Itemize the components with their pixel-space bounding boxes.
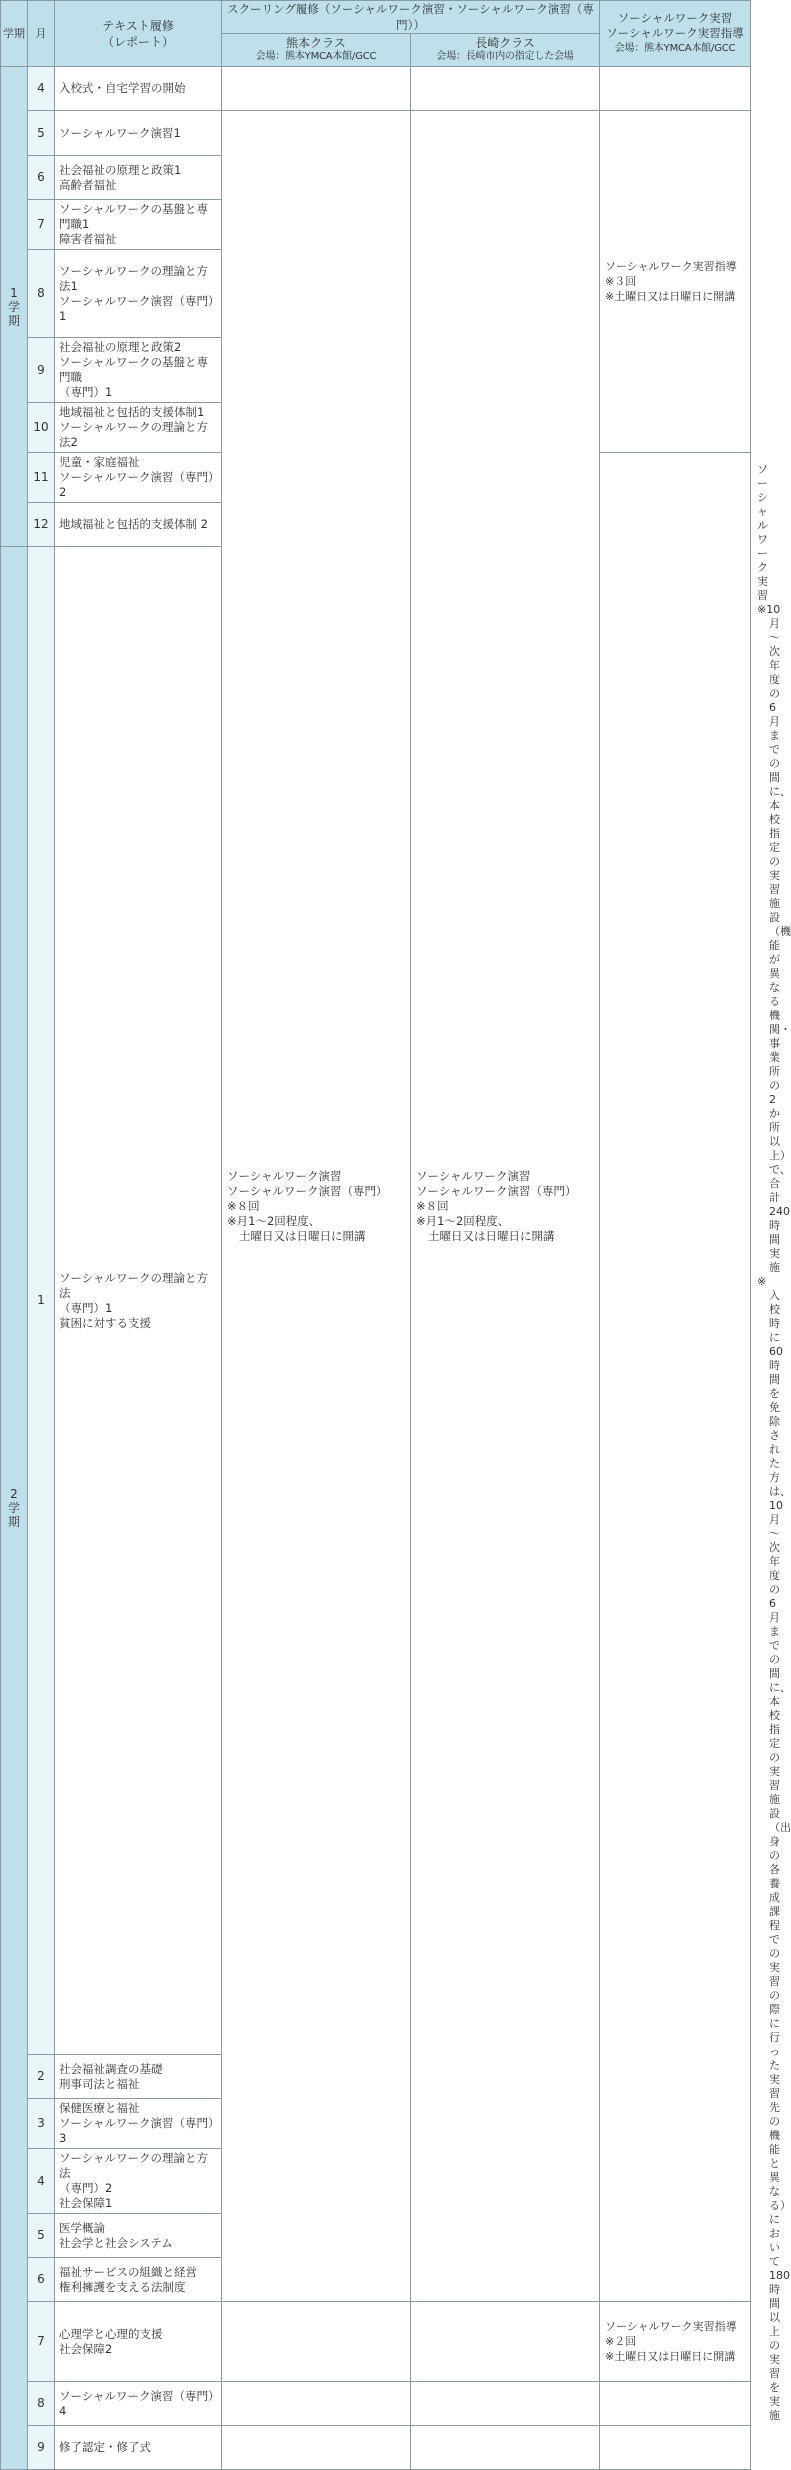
subject-line: ソーシャルワーク演習（専門）4	[59, 2388, 214, 2418]
guidance-line: ソーシャルワーク実習指導	[605, 260, 737, 273]
nagasaki-empty-cell	[411, 2302, 600, 2382]
subject-line: 高齢者福祉	[59, 177, 117, 192]
kumamoto-empty-cell	[222, 2382, 411, 2426]
second-term-label-char2: 期	[7, 1515, 20, 1529]
second-term-cell	[1, 547, 28, 2470]
table-row	[1, 2426, 751, 2470]
text-study-title: テキスト履修	[102, 18, 174, 33]
month-cell: 6	[28, 2258, 55, 2302]
nagasaki-schedule-line: ※月1～2回程度、	[416, 1213, 510, 1228]
subject-line: 保健医療と福祉	[59, 2101, 140, 2115]
subject-cell	[55, 2055, 222, 2099]
subject-line: 地域福祉と包括的支援体制1	[59, 405, 205, 419]
subject-line: 社会福祉調査の基礎	[59, 2061, 163, 2076]
nagasaki-schedule-cell	[411, 111, 600, 2302]
nagasaki-schedule-line: ソーシャルワーク演習（専門）	[416, 1183, 577, 1198]
subject-line: 社会福祉の原理と政策2	[59, 340, 182, 354]
subject-line: （専門）2	[59, 2181, 113, 2195]
kumamoto-empty-cell	[222, 2426, 411, 2470]
guidance-line: ※土曜日又は日曜日に開講	[605, 290, 736, 303]
subject-cell	[55, 2099, 222, 2149]
month-cell: 4	[28, 2149, 55, 2214]
month-cell: 11	[28, 453, 55, 503]
practice-empty-cell	[600, 2382, 751, 2426]
subject-cell	[55, 453, 222, 503]
subject-line: ソーシャルワークの基盤と専門職1	[59, 202, 209, 231]
month-cell: 9	[28, 338, 55, 403]
text-study-subtitle: （レポート）	[101, 34, 174, 49]
subject-line: 障害者福祉	[59, 232, 117, 246]
nagasaki-empty-cell	[411, 2382, 600, 2426]
subject-cell	[55, 67, 222, 111]
practice-header-venue: 会場：熊本YMCA本館/GCC	[614, 43, 736, 54]
subject-line: ソーシャルワークの理論と方法2	[59, 420, 209, 449]
subject-cell	[55, 2302, 222, 2382]
table-row	[1, 2302, 751, 2382]
subject-line: 貧困に対する支援	[59, 1315, 151, 1330]
guidance-line: ※３回	[605, 275, 637, 288]
kumamoto-schedule-cell	[222, 111, 411, 2302]
text-study-header	[55, 1, 222, 67]
subject-line: 児童・家庭福祉	[59, 455, 140, 469]
subject-cell	[55, 2149, 222, 2214]
table-row	[1, 111, 751, 156]
guidance-cell-1	[600, 111, 751, 453]
subject-cell	[55, 338, 222, 403]
kumamoto-venue-label: 会場：熊本YMCA本館/GCC	[255, 51, 377, 62]
practicum-note: ※入校時に60時間を免除された方は、10月～次年度の6月までの間に、本校指定の実習施設（出身の各養成課程での実習の際に行った実習先の機能と異なる）において180 時間以上の実習を実施	[757, 1275, 791, 2422]
subject-cell	[55, 200, 222, 250]
guidance-cell-2	[600, 2302, 751, 2382]
subject-line: 社会保障2	[59, 2341, 113, 2356]
month-cell: 2	[28, 2055, 55, 2099]
subject-line: 社会保障1	[59, 2196, 113, 2210]
second-term-label-char1: 学	[7, 1501, 20, 1515]
kumamoto-schedule-line: 土曜日又は日曜日に開講	[239, 1228, 366, 1243]
kumamoto-schedule-line: ソーシャルワーク演習（専門）	[227, 1183, 388, 1198]
month-cell: 1	[28, 547, 55, 2055]
subject-line: 修了認定・修了式	[59, 2440, 151, 2454]
guidance-line: ※土曜日又は日曜日に開講	[605, 2350, 736, 2363]
subject-line: 心理学と心理的支援	[59, 2326, 163, 2341]
subject-line: 医学概論	[59, 2220, 105, 2235]
second-term-label-number: 2	[10, 1487, 18, 1501]
month-cell: 9	[28, 2426, 55, 2470]
subject-cell	[55, 156, 222, 200]
subject-cell	[55, 250, 222, 338]
first-term-label-number: 1	[10, 285, 18, 300]
nagasaki-schedule-line: ※８回	[416, 1198, 449, 1213]
nagasaki-schedule-line: ソーシャルワーク演習	[416, 1168, 531, 1183]
table-row	[1, 2382, 751, 2426]
subject-line: 福祉サービスの組織と経営	[59, 2264, 197, 2279]
guidance-line: ソーシャルワーク実習指導	[605, 2320, 737, 2333]
kumamoto-class-header	[222, 34, 411, 67]
nagasaki-empty-cell	[411, 2426, 600, 2470]
subject-line: （専門）1	[59, 385, 113, 399]
month-cell: 6	[28, 156, 55, 200]
subject-cell	[55, 403, 222, 453]
nagasaki-empty-cell	[411, 67, 600, 111]
subject-line: 刑事司法と福祉	[59, 2076, 140, 2091]
subject-line: （専門）1	[59, 1300, 113, 1315]
month-cell: 7	[28, 200, 55, 250]
subject-line: ソーシャルワーク演習（専門）2	[59, 470, 214, 499]
kumamoto-schedule-line: ソーシャルワーク演習	[227, 1168, 342, 1183]
month-cell: 7	[28, 2302, 55, 2382]
nagasaki-class-label: 長崎クラス	[475, 36, 535, 50]
subject-line: ソーシャルワークの理論と方法	[59, 2151, 209, 2180]
subject-cell	[55, 2382, 222, 2426]
month-cell: 3	[28, 2099, 55, 2149]
month-header: 月	[28, 1, 55, 67]
subject-cell	[55, 2214, 222, 2258]
month-cell: 10	[28, 403, 55, 453]
nagasaki-schedule-line: 土曜日又は日曜日に開講	[428, 1228, 555, 1243]
practice-empty-cell	[600, 67, 751, 111]
kumamoto-schedule-line: ※月1～2回程度、	[227, 1213, 321, 1228]
subject-cell	[55, 503, 222, 547]
subject-line: 地域福祉と包括的支援体制 2	[59, 517, 208, 531]
practice-header	[600, 1, 751, 67]
kumamoto-empty-cell	[222, 67, 411, 111]
practice-header-title: ソーシャルワーク実習	[617, 11, 733, 25]
nagasaki-class-header	[411, 34, 600, 67]
guidance-line: ※２回	[605, 2335, 637, 2348]
subject-line: 社会学と社会システム	[59, 2235, 173, 2250]
table-row	[1, 67, 751, 111]
subject-cell	[55, 111, 222, 156]
term-header: 学期	[1, 1, 28, 67]
subject-line: ソーシャルワークの理論と方法	[59, 1270, 209, 1300]
month-cell: 8	[28, 2382, 55, 2426]
month-cell: 8	[28, 250, 55, 338]
month-cell: 5	[28, 111, 55, 156]
kumamoto-schedule-line: ※８回	[227, 1198, 260, 1213]
first-term-label-char2: 期	[7, 313, 20, 328]
subject-cell	[55, 547, 222, 2055]
subject-cell	[55, 2426, 222, 2470]
practice-empty-cell	[600, 2426, 751, 2470]
schooling-header: スクーリング履修（ソーシャルワーク演習・ソーシャルワーク演習（専門））	[222, 1, 600, 34]
nagasaki-venue-label: 会場：長崎市内の指定した会場	[436, 51, 574, 62]
first-term-label-char1: 学	[7, 299, 20, 314]
month-cell: 12	[28, 503, 55, 547]
subject-line: 権利擁護を支える法制度	[59, 2279, 186, 2294]
subject-line: ソーシャルワーク演習（専門）1	[59, 293, 214, 323]
practicum-note: ※10月～次年度の6月までの間に、本校指定の実習施設（機能が異なる機関・事業所の2か所以上）で、合計240時間実施	[757, 603, 791, 1274]
table-row: 10 地域福祉と包括的支援体制1 ソーシャルワークの理論と方法2 ソーシャルワーク実習 ※10月～次年度の6月までの間に、本校指定の実習施設（機能が異なる機関・事業所の2か所以上）で、合計240時間実施 ※入校時に60時間を免除された方は、10月～次年度の6月までの間に、本校指定の実習施設（出身の各養成課程での実習の際に行った実習先の機能と異なる）において180 時間以上の実習を実施	[1, 403, 751, 453]
subject-line: 社会福祉の原理と政策1	[59, 162, 182, 177]
subject-cell	[55, 2258, 222, 2302]
subject-line: ソーシャルワーク演習1	[59, 125, 181, 140]
kumamoto-empty-cell	[222, 2302, 411, 2382]
subject-line: ソーシャルワークの理論と方法1	[59, 263, 209, 293]
subject-line: ソーシャルワーク演習（専門）3	[59, 2116, 214, 2145]
subject-line: 入校式・自宅学習の開始	[59, 81, 186, 95]
month-cell: 5	[28, 2214, 55, 2258]
kumamoto-class-label: 熊本クラス	[286, 36, 346, 50]
first-term-cell	[1, 67, 28, 547]
subject-line: ソーシャルワークの基盤と専門職	[59, 355, 209, 384]
month-cell: 4	[28, 67, 55, 111]
practice-header-guidance: ソーシャルワーク実習指導	[606, 26, 744, 40]
